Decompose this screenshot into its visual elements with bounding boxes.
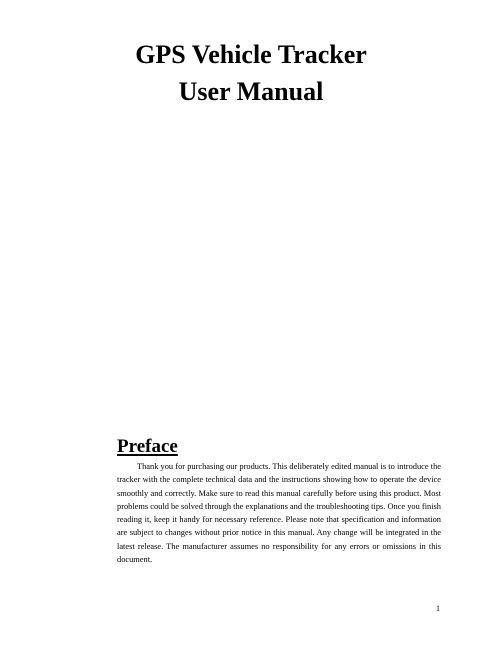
preface-paragraph: Thank you for purchasing our products. This deliberately edited manual is to introduce the tracker with the complete technical data and the instructions showing how to operate the device smoothly and correctly. Make sure to read this manual carefully before using this product. Most problems could be solved through the explanations and the troubleshooting tips. Once you finish reading it, keep it handy for necessary reference. Please note that specification and information are subject to changes without prior notice in this manual. Any change will be integrated in the latest release. The manufacturer assumes no responsibility for any errors or omissions in this document.	[117, 462, 441, 565]
preface-heading: Preface	[117, 436, 178, 457]
page-number: 1	[436, 604, 440, 613]
document-title-line-2: User Manual	[178, 77, 324, 106]
document-title-line-1: GPS Vehicle Tracker	[135, 40, 367, 69]
